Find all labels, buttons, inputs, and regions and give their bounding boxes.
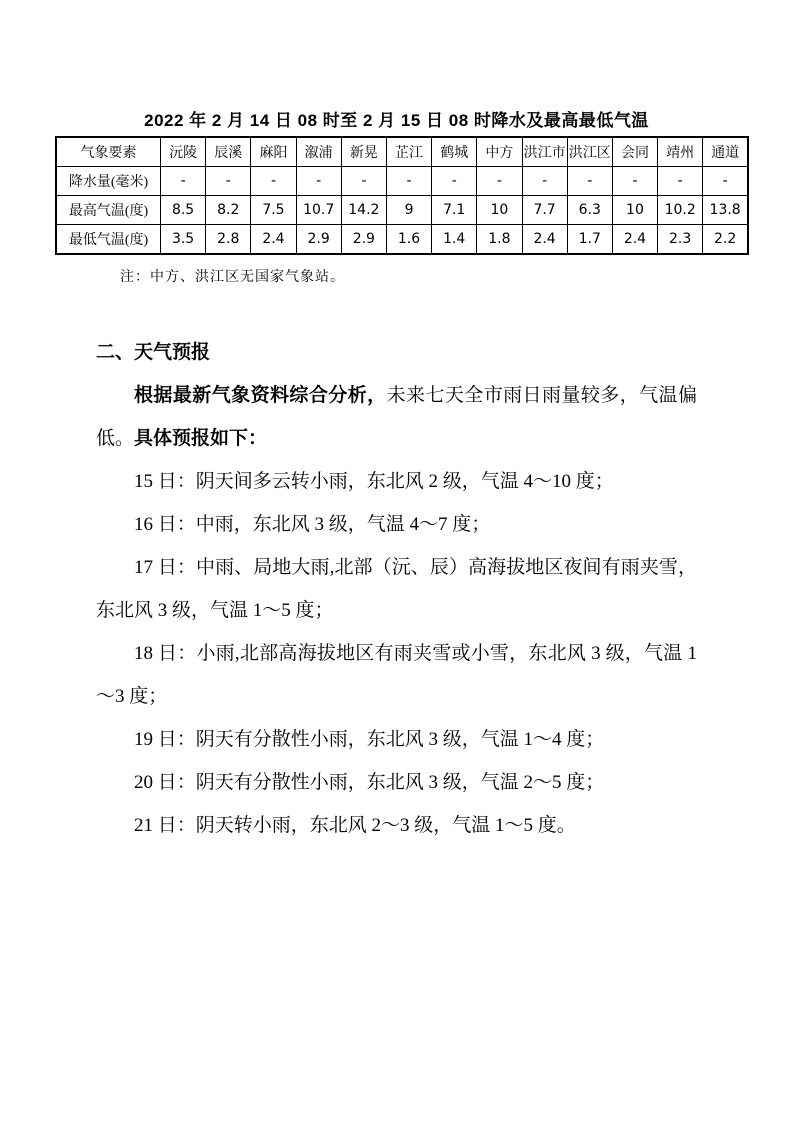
section-heading: 二、天气预报 [96,342,211,363]
column-header: 辰溪 [206,137,251,167]
table-note: 注：中方、洪江区无国家气象站。 [120,270,345,285]
table-cell: - [522,167,567,196]
table-cell: 10.7 [296,196,341,225]
table-cell: 2.9 [296,225,341,255]
document-title: 2022 年 2 月 14 日 08 时至 2 月 15 日 08 时降水及最高最低气温 [144,111,649,130]
column-header: 鹤城 [432,137,477,167]
forecast-day: 21 日：阴天转小雨，东北风 2～3 级，气温 1～5 度。 [134,815,576,836]
table-cell: - [341,167,386,196]
table-cell: 10 [612,196,657,225]
table-cell: 13.8 [703,196,748,225]
table-cell: 3.5 [161,225,206,255]
table-cell: - [432,167,477,196]
table-cell: 2.4 [612,225,657,255]
intro-bold-tail: 具体预报如下： [134,428,268,449]
column-header: 会同 [612,137,657,167]
table-cell: - [161,167,206,196]
row-label: 降水量(毫米) [56,167,161,196]
table-cell: 10.2 [658,196,703,225]
forecast-section [96,331,697,847]
table-cell: - [296,167,341,196]
table-cell: 8.2 [206,196,251,225]
table-row [56,167,748,196]
column-header: 芷江 [386,137,431,167]
table-cell: 7.7 [522,196,567,225]
column-header: 洪江市 [522,137,567,167]
table-cell: 2.3 [658,225,703,255]
table-cell: - [206,167,251,196]
table-cell: - [567,167,612,196]
table-cell: 1.7 [567,225,612,255]
table-cell: - [386,167,431,196]
table-cell: 2.4 [522,225,567,255]
table-cell: 14.2 [341,196,386,225]
column-header: 新晃 [341,137,386,167]
table-cell: 6.3 [567,196,612,225]
forecast-day: 17 日：中雨、局地大雨,北部（沅、辰）高海拔地区夜间有雨夹雪，东北风 3 级，气温 1～5 度； [96,557,697,621]
table-cell: 7.5 [251,196,296,225]
column-header: 溆浦 [296,137,341,167]
table-cell: 1.6 [386,225,431,255]
corner-header: 气象要素 [56,137,161,167]
column-header: 沅陵 [161,137,206,167]
table-cell: 1.4 [432,225,477,255]
forecast-day: 18 日：小雨,北部高海拔地区有雨夹雪或小雪，东北风 3 级，气温 1～3 度； [96,643,697,707]
table-cell: 9 [386,196,431,225]
table-cell: 8.5 [161,196,206,225]
column-header: 靖州 [658,137,703,167]
column-header: 麻阳 [251,137,296,167]
row-label: 最高气温(度) [56,196,161,225]
table-row [56,225,748,255]
intro-bold-text: 根据最新气象资料综合分析， [134,385,387,406]
table-cell: - [703,167,748,196]
column-header: 洪江区 [567,137,612,167]
table-cell: 2.8 [206,225,251,255]
column-header: 中方 [477,137,522,167]
table-cell: 10 [477,196,522,225]
forecast-day: 19 日：阴天有分散性小雨，东北风 3 级，气温 1～4 度； [134,729,605,750]
table-cell: - [612,167,657,196]
table-row [56,196,748,225]
column-header: 通道 [703,137,748,167]
intro-regular-text: 未来七天全市雨日雨量较多，气温偏低。 [96,385,697,449]
table-cell: 2.4 [251,225,296,255]
row-label: 最低气温(度) [56,225,161,255]
table-cell: - [477,167,522,196]
forecast-day: 15 日：阴天间多云转小雨，东北风 2 级，气温 4～10 度； [134,471,614,492]
table-cell: 2.9 [341,225,386,255]
table-cell: 2.2 [703,225,748,255]
forecast-day: 20 日：阴天有分散性小雨，东北风 3 级，气温 2～5 度； [134,772,605,793]
table-cell: 7.1 [432,196,477,225]
table-cell: - [658,167,703,196]
forecast-intro [96,374,697,460]
table-header-row [56,137,748,167]
weather-table [55,136,749,255]
forecast-days [96,460,697,847]
forecast-day: 16 日：中雨，东北风 3 级，气温 4～7 度； [134,514,491,535]
table-cell: - [251,167,296,196]
table-cell: 1.8 [477,225,522,255]
